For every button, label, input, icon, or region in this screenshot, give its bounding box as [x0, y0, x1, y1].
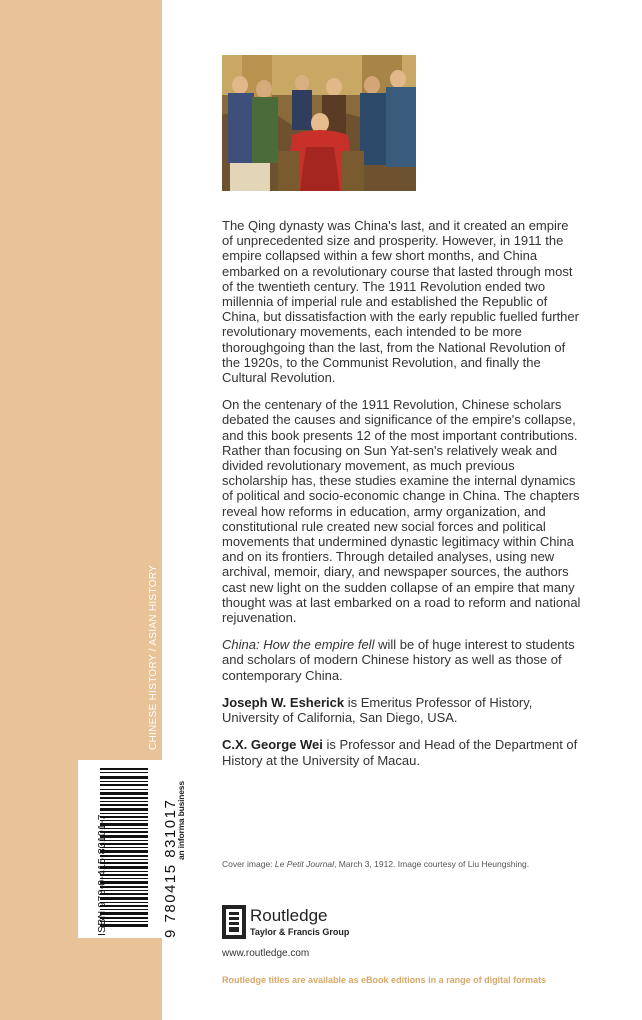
book-title-italic: China: How the empire fell — [222, 637, 375, 653]
description-paragraph-2: On the centenary of the 1911 Revolution, Chinese scholars debated the causes and significance of the empire's collapse, and this book presents 12 of the most important contributions. Rather than focusing on Sun Yat-sen's relatively weak and divided revolutionary movement, as much previous scholarship has, these studies examine the internal dynamics of political and socio-economic change in China. The chapters reveal how reforms in education, army organization, and constitutional rule created new social forces and political movements that undermined dynastic legitimacy within China and on its frontiers. Through detailed analyses, using new archival, memoir, diary, and newspaper sources, the authors cast new light on the sudden collapse of an empire that many thought was at last embarked on a road to reform and national rejuvenation. — [222, 397, 581, 626]
barcode — [78, 760, 162, 938]
credit-prefix: Cover image: — [222, 859, 275, 869]
author-name-2: C.X. George Wei — [222, 737, 323, 753]
spine-category-label: CHINESE HISTORY / ASIAN HISTORY — [148, 564, 159, 750]
author-bio-1 — [222, 695, 582, 725]
isbn-label: ISBN 978-0-415-83101-7 — [96, 814, 108, 936]
description-paragraph-3 — [222, 637, 582, 683]
author-bio-2 — [222, 737, 582, 767]
author-name-1: Joseph W. Esherick — [222, 694, 345, 710]
publisher-name: Routledge — [250, 906, 328, 925]
ean-digits: 9 780415 831017 — [162, 798, 179, 938]
cover-image-credit — [222, 859, 602, 869]
publisher-group: Taylor & Francis Group — [250, 927, 350, 937]
credit-rest: , March 3, 1912. Image courtesy of Liu Heungshing. — [334, 859, 530, 869]
author-bio-text-1: is Emeritus Professor of History, University of California, San Diego, USA. — [222, 694, 533, 726]
author-bio-text-2: is Professor and Head of the Department of History at the University of Macau. — [222, 737, 578, 768]
description-paragraph-1: The Qing dynasty was China's last, and it created an empire of unprecedented size and prosperity. However, in 1911 the empire collapsed within a few short months, and China embarked on a revolutionary course that lasted through most of the twentieth century. The 1911 Revolution ended two millennia of imperial rule and established the Republic of China, but dissatisfaction with the early republic fuelled further revolutionary movements, each intended to be more thoroughgoing than the last, from the National Revolution of the 1920s, to the Communist Revolution, and finally the Cultural Revolution. — [222, 218, 579, 386]
publisher-website: www.routledge.com — [222, 948, 310, 959]
barcode-bars — [78, 760, 162, 938]
informa-business-label: an informa business — [176, 781, 186, 860]
back-cover-description — [222, 218, 582, 780]
credit-source: Le Petit Journal — [274, 859, 334, 869]
cover-illustration — [222, 55, 416, 191]
routledge-mark-icon — [222, 905, 246, 939]
ebook-availability-note: Routledge titles are available as eBook editions in a range of digital formats — [222, 975, 547, 985]
illustration-art — [222, 55, 416, 191]
description-paragraph-3-rest: will be of huge interest to students and scholars of modern Chinese history as well as those of contemporary China. — [222, 637, 575, 683]
